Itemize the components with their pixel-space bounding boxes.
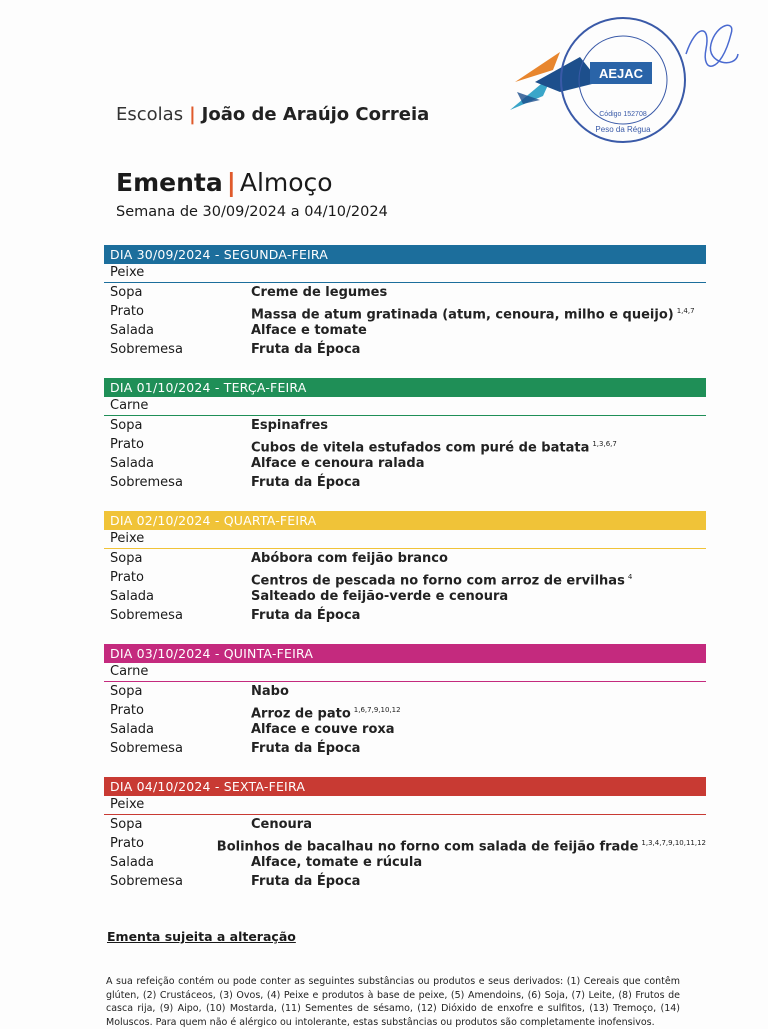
day-header: DIA 02/10/2024 - QUARTA-FEIRA: [104, 511, 706, 530]
day-type: Carne: [104, 397, 706, 416]
row-value: Nabo: [251, 684, 289, 699]
row-label: Sopa: [110, 684, 143, 699]
menu-row-main: [104, 302, 706, 321]
row-value: Salteado de feijão-verde e cenoura: [251, 589, 509, 604]
allergen-codes: 1,3,6,7: [592, 440, 617, 448]
menu-row-main: [104, 834, 706, 853]
menu-row-salad: [104, 720, 706, 739]
row-value: Abóbora com feijão branco: [251, 551, 448, 566]
allergen-codes: 1,4,7: [676, 307, 695, 315]
menu-row-dessert: [104, 606, 706, 625]
day-block-wednesday: [104, 511, 706, 625]
row-label: Salada: [110, 456, 155, 471]
row-label: Sobremesa: [110, 741, 183, 756]
main-dish: Bolinhos de bacalhau no forno com salada de feijão frade: [216, 839, 639, 855]
day-block-monday: [104, 245, 706, 359]
row-label: Sopa: [110, 285, 143, 300]
notice-subject-to-change: Ementa sujeita a alteração: [107, 929, 296, 944]
title-sub: Almoço: [239, 168, 333, 197]
row-value: Alface e cenoura ralada: [251, 456, 425, 471]
row-label: Prato: [110, 703, 144, 718]
row-value: Alface e couve roxa: [251, 722, 395, 737]
menu-row-soup: [104, 416, 706, 435]
row-label: Salada: [110, 855, 155, 870]
seal-code: Código 152708: [599, 111, 647, 118]
seal-place: Peso da Régua: [595, 125, 651, 134]
main-dish: Arroz de pato: [251, 706, 351, 722]
row-label: Sopa: [110, 418, 143, 433]
menu-row-soup: [104, 682, 706, 701]
row-label: Salada: [110, 323, 155, 338]
menu-row-salad: [104, 321, 706, 340]
row-value: Alface e tomate: [251, 323, 367, 338]
row-label: Prato: [110, 570, 144, 585]
row-label: Prato: [110, 437, 144, 452]
signature-mark: [676, 14, 746, 84]
row-label: Salada: [110, 589, 155, 604]
row-value: Fruta da Época: [251, 608, 361, 623]
school-name: João de Araújo Correia: [201, 104, 430, 125]
row-value: Cenoura: [251, 817, 312, 832]
page-title: [116, 168, 333, 197]
row-label: Sobremesa: [110, 874, 183, 889]
main-dish: Massa de atum gratinada (atum, cenoura, milho e queijo): [251, 307, 674, 323]
day-header: DIA 03/10/2024 - QUINTA-FEIRA: [104, 644, 706, 663]
menu-row-soup: [104, 549, 706, 568]
row-label: Salada: [110, 722, 155, 737]
day-header: DIA 30/09/2024 - SEGUNDA-FEIRA: [104, 245, 706, 264]
menu-row-dessert: [104, 340, 706, 359]
allergen-codes: 1,3,4,7,9,10,11,12: [641, 839, 706, 847]
row-label: Sobremesa: [110, 475, 183, 490]
title-separator: |: [226, 168, 236, 197]
day-type: Peixe: [104, 796, 706, 815]
menu-row-salad: [104, 853, 706, 872]
day-type: Peixe: [104, 530, 706, 549]
title-main: Ementa: [116, 168, 223, 197]
menu-row-salad: [104, 454, 706, 473]
allergen-codes: 4: [627, 573, 633, 581]
separator: |: [189, 104, 196, 125]
menu-row-soup: [104, 815, 706, 834]
day-header: DIA 01/10/2024 - TERÇA-FEIRA: [104, 378, 706, 397]
menu-row-dessert: [104, 872, 706, 891]
row-value: [251, 568, 632, 587]
row-value: Creme de legumes: [251, 285, 388, 300]
allergen-footnote: A sua refeição contém ou pode conter as seguintes substâncias ou produtos e seus derivados: (1) Cereais que contêm glúten, (2) Crustáceos, (3) Ovos, (4) Peixe e produtos à base de peixe, (5) Amendoins, (6) Soja, (7) Leite, (8) Frutos de casca rija, (9) Aipo, (10) Mostarda, (11) Sementes de sésamo, (12) Dióxido de enxofre e sulfitos, (13) Tremoço, (14) Moluscos. Para quem não é alérgico ou intolerante, estas substâncias ou produtos são completamente inofensivos.: [106, 976, 680, 1028]
week-range: Semana de 30/09/2024 a 04/10/2024: [116, 204, 388, 220]
main-dish: Centros de pescada no forno com arroz de ervilhas: [251, 573, 625, 589]
row-value: [251, 302, 695, 321]
row-value: Fruta da Época: [251, 741, 361, 756]
day-block-friday: [104, 777, 706, 891]
row-value: Alface, tomate e rúcula: [251, 855, 423, 870]
menu-row-salad: [104, 587, 706, 606]
row-label: Sobremesa: [110, 608, 183, 623]
row-label: Sopa: [110, 817, 143, 832]
row-value: [251, 435, 617, 454]
day-block-thursday: [104, 644, 706, 758]
logo-text: AEJAC: [598, 66, 644, 81]
schools-header: [116, 104, 429, 125]
menu-row-soup: [104, 283, 706, 302]
main-dish: Cubos de vitela estufados com puré de batata: [251, 440, 590, 456]
row-value: [251, 701, 401, 720]
day-header: DIA 04/10/2024 - SEXTA-FEIRA: [104, 777, 706, 796]
day-block-tuesday: [104, 378, 706, 492]
day-type: Peixe: [104, 264, 706, 283]
menu-row-dessert: [104, 473, 706, 492]
row-value: [217, 834, 706, 853]
row-value: Fruta da Época: [251, 342, 361, 357]
day-type: Carne: [104, 663, 706, 682]
menu-row-main: [104, 568, 706, 587]
menu-row-main: [104, 701, 706, 720]
row-value: Espinafres: [251, 418, 329, 433]
menu-row-main: [104, 435, 706, 454]
row-label: Sobremesa: [110, 342, 183, 357]
allergen-codes: 1,6,7,9,10,12: [353, 706, 401, 714]
row-value: Fruta da Época: [251, 874, 361, 889]
menu-row-dessert: [104, 739, 706, 758]
schools-label: Escolas: [116, 104, 184, 125]
row-label: Sopa: [110, 551, 143, 566]
row-label: Prato: [110, 304, 144, 319]
row-value: Fruta da Época: [251, 475, 361, 490]
row-label: Prato: [110, 836, 144, 851]
